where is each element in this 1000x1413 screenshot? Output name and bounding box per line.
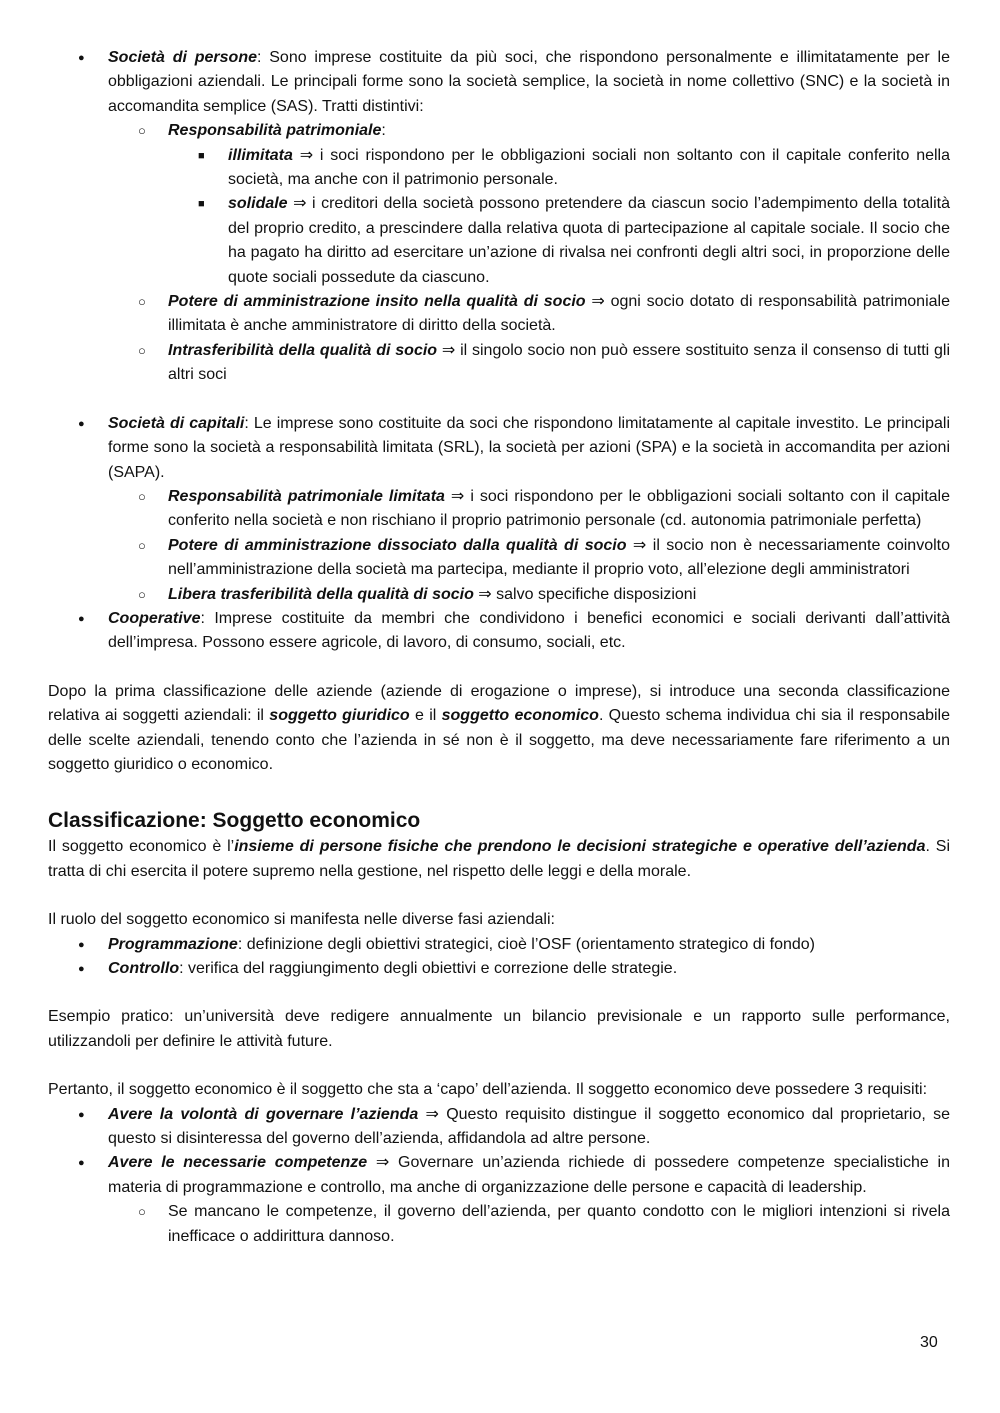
intro-paragraph: Dopo la prima classificazione delle aziende (aziende di erogazione o imprese), si introduce una seconda classificazione relativa ai soggetti aziendali: il soggetto giuridico e il soggetto economico. Questo schema individua chi sia il responsabile delle scelte aziendali, tenendo conto che l’azienda in sé non è il soggetto, ma deve necessariamente fare riferimento a un soggetto giuridico o economico. (48, 682, 951, 773)
document-page (48, 46, 950, 1249)
list-item-societa-capitali: ● Società di capitali: Le imprese sono costituite da soci che rispondono limitatamente al capitale investito. Le principali forme sono la società a responsabilità limitata (SRL), la società per azioni (SPA) e la società in accomandita per azioni (SAPA). ○ Responsabilità patrimoniale limitata ⇒ i soci rispondono per le obbligazioni sociali soltanto con il capitale conferito nella società e non rischiano il proprio patrimonio personale (cd. autonomia patrimoniale perfetta) ○ Potere di amministrazione dissociato dalla qualità di socio ⇒ il socio non è necessariamente coinvolto nell’amministrazione della società ma partecipa, mediante il proprio voto, all’elezione degli amministratori ○ Libera trasferibilità della qualità di socio ⇒ salvo specifiche disposizioni (48, 412, 950, 607)
list-item-societa-persone: ● Società di persone: Sono imprese costituite da più soci, che rispondono personalmente e illimitatamente per le obbligazioni aziendali. Le principali forme sono la società semplice, la società in nome collettivo (SNC) e la società in accomandita semplice (SAS). Tratti distintivi: ○ Responsabilità patrimoniale: ■ illimitata ⇒ i soci rispondono per le obbligazioni sociali non soltanto con il capitale conferito nella società, ma anche con il patrimonio personale. ■ solidale ⇒ i creditori della società possono pretendere da ciascun socio l’adempimento della totalità del proprio credito, a prescindere dalla relativa quota di partecipazione al capitale sociale. Il socio che ha pagato ha diritto ad esercitare un’azione di rivalsa nei confronti degli altri soci, in proporzione delle quote sociali possedute da ciascuno. ○ Potere di amministrazione insito nella qualità di socio ⇒ ogni socio dotato di responsabilità patrimoniale illimitata è anche amministratore di diritto della società. ○ Intrasferibilità della qualità di socio ⇒ il singolo socio non può essere sostituito senza il consenso di tutti gli altri soci (48, 46, 950, 388)
page-number: 30 (920, 1334, 938, 1351)
definition-paragraph: Il soggetto economico è l’insieme di persone fisiche che prendono le decisioni strategiche e operative dell’azienda. Si tratta di chi esercita il potere supremo nella gestione, nel rispetto delle leggi e della morale. (48, 838, 950, 880)
ruolo-paragraph: Il ruolo del soggetto economico si manifesta nelle diverse fasi aziendali: (48, 911, 555, 929)
example-paragraph: Esempio pratico: un’università deve redigere annualmente un bilancio previsionale e un rapporto sulle performance, utilizzandoli per definire le attività future. (48, 1008, 950, 1050)
list-item: ● Avere la volontà di governare l’azienda ⇒ Questo requisito distingue il soggetto economico dal proprietario, se questo si disinteressa del governo dell’azienda, affidandola ad altre persone. (48, 1103, 950, 1152)
list-item: ● Avere le necessarie competenze ⇒ Governare un’azienda richiede di possedere competenze specialistiche in materia di programmazione e controllo, ma anche di organizzazione delle persone e capacità di leadership. ○ Se mancano le competenze, il governo dell’azienda, per quanto condotto con le migliori intenzioni si rivela inefficace o addirittura dannoso. (48, 1151, 950, 1249)
term: Società di persone (108, 49, 257, 66)
list-item: ○ Intrasferibilità della qualità di socio ⇒ il singolo socio non può essere sostituito senza il consenso di tutti gli altri soci (108, 339, 950, 388)
section-heading: Classificazione: Soggetto economico (48, 809, 421, 833)
company-types-list (48, 46, 950, 388)
list-item: ○ Se mancano le competenze, il governo dell’azienda, per quanto condotto con le migliori intenzioni si rivela inefficace o addirittura dannoso. (108, 1200, 950, 1249)
requisiti-paragraph: Pertanto, il soggetto economico è il soggetto che sta a ‘capo’ dell’azienda. Il soggetto economico deve possedere 3 requisiti: (48, 1081, 928, 1099)
list-item-cooperative: ● Cooperative: Imprese costituite da membri che condividono i benefici economici e sociali derivanti dall’attività dell’impresa. Possono essere agricole, di lavoro, di consumo, sociali, etc. (48, 607, 950, 656)
list-item: ○ Libera trasferibilità della qualità di socio ⇒ salvo specifiche disposizioni (108, 583, 950, 607)
list-item: ○ Responsabilità patrimoniale limitata ⇒ i soci rispondono per le obbligazioni sociali soltanto con il capitale conferito nella società e non rischiano il proprio patrimonio personale (cd. autonomia patrimoniale perfetta) (108, 485, 950, 534)
list-item: ○ Responsabilità patrimoniale: ■ illimitata ⇒ i soci rispondono per le obbligazioni sociali non soltanto con il capitale conferito nella società, ma anche con il patrimonio personale. ■ solidale ⇒ i creditori della società possono pretendere da ciascun socio l’adempimento della totalità del proprio credito, a prescindere dalla relativa quota di partecipazione al capitale sociale. Il socio che ha pagato ha diritto ad esercitare un’azione di rivalsa nei confronti degli altri soci, in proporzione delle quote sociali possedute da ciascuno. (108, 119, 950, 290)
list-item: ○ Potere di amministrazione dissociato dalla qualità di socio ⇒ il socio non è necessariamente coinvolto nell’amministrazione della società ma partecipa, mediante il proprio voto, all’elezione degli amministratori (108, 534, 950, 583)
list-item: ○ Potere di amministrazione insito nella qualità di socio ⇒ ogni socio dotato di responsabilità patrimoniale illimitata è anche amministratore di diritto della società. (108, 290, 950, 339)
list-item: ● Controllo: verifica del raggiungimento degli obiettivi e correzione delle strategie. (48, 957, 950, 981)
list-item: ● Programmazione: definizione degli obiettivi strategici, cioè l’OSF (orientamento strategico di fondo) (48, 933, 950, 957)
list-item: ■ solidale ⇒ i creditori della società possono pretendere da ciascun socio l’adempimento della totalità del proprio credito, a prescindere dalla relativa quota di partecipazione al capitale sociale. Il socio che ha pagato ha diritto ad esercitare un’azione di rivalsa nei confronti degli altri soci, in proporzione delle quote sociali possedute da ciascuno. (168, 192, 950, 290)
list-item: ■ illimitata ⇒ i soci rispondono per le obbligazioni sociali non soltanto con il capitale conferito nella società, ma anche con il patrimonio personale. (168, 144, 950, 193)
